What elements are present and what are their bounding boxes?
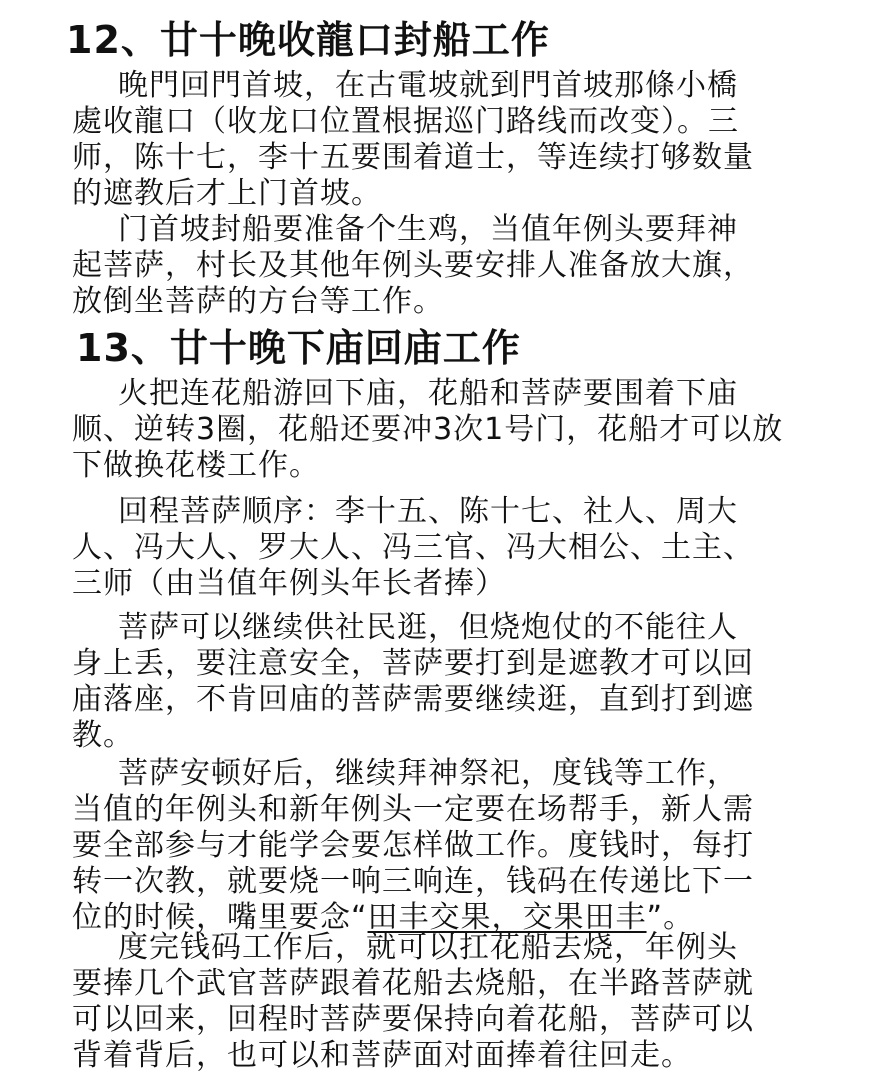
section-13-paragraph-4 xyxy=(72,756,754,936)
text-line: 菩萨安顿好后，继续拜神祭祀，度钱等工作， xyxy=(118,756,738,791)
section-13-paragraph-1 xyxy=(72,376,783,484)
section-13-heading: 13、廿十晚下庙回庙工作 xyxy=(76,326,521,370)
text-line: 要捧几个武官菩萨跟着花船去烧船，在半路菩萨就 xyxy=(72,966,754,1001)
chant-suffix: ”。 xyxy=(646,900,695,935)
section-12-paragraph-2 xyxy=(72,212,754,320)
text-line: 起菩萨，村长及其他年例头要安排人准备放大旗， xyxy=(72,248,754,283)
text-line: 三师（由当值年例头年长者捧） xyxy=(72,566,506,601)
section-13-paragraph-2 xyxy=(72,494,754,602)
text-line: 转一次教，就要烧一响三响连，钱码在传递比下一 xyxy=(72,864,754,899)
chant-prefix: 位的时候，嘴里要念“ xyxy=(72,900,368,935)
text-line: 放倒坐菩萨的方台等工作。 xyxy=(72,284,444,319)
chant-underlined-text: 田丰交果，交果田丰 xyxy=(367,900,647,935)
section-12-heading: 12、廿十晚收龍口封船工作 xyxy=(66,18,550,62)
text-line: 回程菩萨顺序：李十五、陈十七、社人、周大 xyxy=(118,494,738,529)
text-line: 身上丢，要注意安全，菩萨要打到是遮教才可以回 xyxy=(72,646,754,681)
section-13-paragraph-3 xyxy=(72,610,754,754)
text-line: 教。 xyxy=(72,718,134,753)
text-line: 度完钱码工作后，就可以扛花船去烧，年例头 xyxy=(118,930,738,965)
text-line: 师，陈十七，李十五要围着道士，等连续打够数量 xyxy=(72,140,754,175)
text-line: 處收龍口（收龙口位置根据巡门路线而改变）。三 xyxy=(72,104,739,139)
text-line: 要全部参与才能学会要怎样做工作。度钱时，每打 xyxy=(72,828,754,863)
text-line: 人、冯大人、罗大人、冯三官、冯大相公、土主、 xyxy=(72,530,754,565)
text-line: 的遮教后才上门首坡。 xyxy=(72,176,382,211)
text-line: 晚門回門首坡，在古電坡就到門首坡那條小橋 xyxy=(118,68,738,103)
section-13-paragraph-5 xyxy=(72,930,754,1074)
section-12-paragraph-1 xyxy=(72,68,754,212)
text-line: 当值的年例头和新年例头一定要在场帮手，新人需 xyxy=(72,792,754,827)
text-line: 菩萨可以继续供社民逛，但烧炮仗的不能往人 xyxy=(118,610,738,645)
text-line: 可以回来，回程时菩萨要保持向着花船，菩萨可以 xyxy=(72,1002,754,1037)
text-line: 门首坡封船要准备个生鸡，当值年例头要拜神 xyxy=(118,212,738,247)
text-line: 顺、逆转3圈，花船还要冲3次1号门，花船才可以放 xyxy=(72,412,784,447)
text-line: 庙落座，不肯回庙的菩萨需要继续逛，直到打到遮 xyxy=(72,682,754,717)
text-line: 下做换花楼工作。 xyxy=(72,448,320,483)
text-line: 火把连花船游回下庙，花船和菩萨要围着下庙 xyxy=(118,376,738,411)
text-line: 背着背后，也可以和菩萨面对面捧着往回走。 xyxy=(72,1038,692,1073)
